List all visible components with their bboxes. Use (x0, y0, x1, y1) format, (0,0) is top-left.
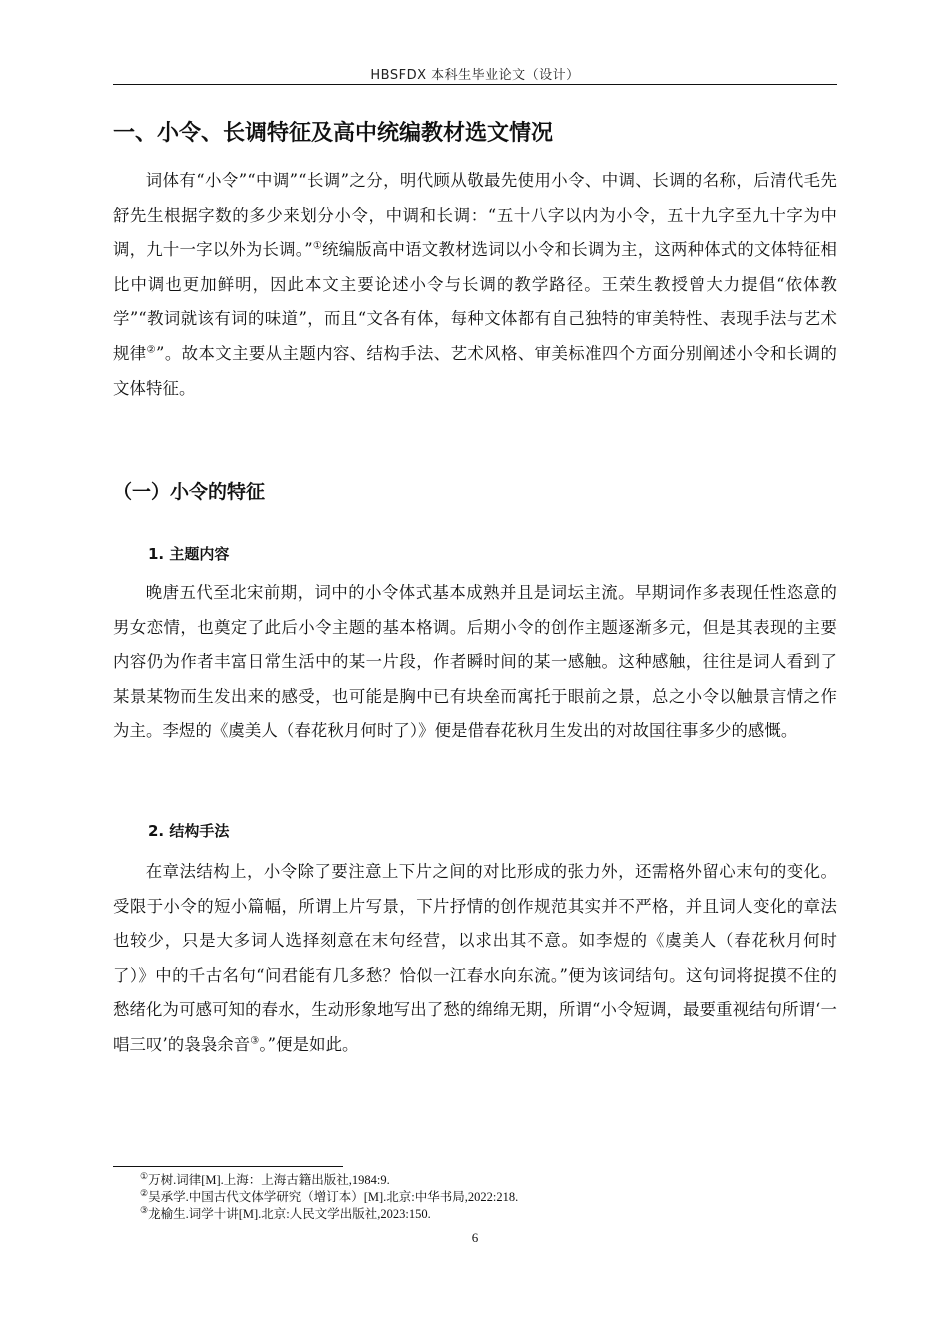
footnote-text: 万树.词律[M].上海：上海古籍出版社,1984:9. (148, 1173, 390, 1187)
intro-paragraph (113, 164, 837, 406)
footnote-mark: ② (140, 1187, 149, 1198)
footnote-3 (140, 1206, 830, 1223)
intro-text-c: ”。故本文主要从主题内容、结构手法、艺术风格、审美标准四个方面分别阐述小令和长调的文体特征。 (113, 343, 837, 398)
theme-paragraph: 晚唐五代至北宋前期，词中的小令体式基本成熟并且是词坛主流。早期词作多表现任性恣意的男女恋情，也奠定了此后小令主题的基本格调。后期小令的创作主题逐渐多元，但是其表现的主要内容仍为作者丰富日常生活中的某一片段，作者瞬时间的某一感触。这种感触，往往是词人看到了某景某物而生发出来的感受，也可能是胸中已有块垒而寓托于眼前之景，总之小令以触景言情之作为主。李煜的《虞美人（春花秋月何时了）》便是借春花秋月生发出的对故国往事多少的感慨。 (113, 583, 837, 741)
header-rule (113, 84, 837, 85)
footnotes (140, 1172, 830, 1223)
section-title: 一、小令、长调特征及高中统编教材选文情况 (113, 121, 554, 146)
footnote-rule (113, 1166, 343, 1167)
footnote-1 (140, 1172, 830, 1189)
structure-text-b: 。”便是如此。 (259, 1034, 359, 1054)
footnote-ref-3[interactable]: ③ (250, 1035, 260, 1047)
footnote-text: 吴承学.中国古代文体学研究（增订本）[M].北京:中华书局,2022:218. (148, 1190, 519, 1204)
item-title-structure: 2. 结构手法 (148, 822, 230, 840)
footnote-text: 龙榆生.词学十讲[M].北京:人民文学出版社,2023:150. (148, 1207, 431, 1221)
footnote-mark: ① (140, 1170, 149, 1181)
intro-text-b: 统编版高中语文教材选词以小令和长调为主，这两种体式的文体特征相比中调也更加鲜明，因此本文主要论述小令与长调的教学路径。王荣生教授曾大力提倡“依体教学”“教词就该有词的味道”，而且“文各有体，每种文体都有自己独特的审美特性、表现手法与艺术规律 (113, 240, 837, 363)
subsection-title: （一）小令的特征 (113, 481, 266, 503)
item-title-theme: 1. 主题内容 (148, 545, 230, 563)
page-number: 6 (471, 1230, 479, 1245)
footnote-ref-1[interactable]: ① (312, 240, 323, 252)
intro-text-a: 词体有“小令”“中调”“长调”之分，明代顾从敬最先使用小令、中调、长调的名称，后清代毛先舒先生根据字数的多少来划分小令，中调和长调：“五十八字以内为小令，五十九字至九十字为中调，九十一字以外为长调。” (113, 171, 837, 260)
running-header: HBSFDX 本科生毕业论文（设计） (370, 68, 580, 83)
footnote-mark: ③ (140, 1204, 149, 1215)
footnote-ref-2[interactable]: ② (146, 344, 157, 356)
structure-paragraph (113, 855, 837, 1063)
structure-text-a: 在章法结构上，小令除了要注意上下片之间的对比形成的张力外，还需格外留心末句的变化。受限于小令的短小篇幅，所谓上片写景，下片抒情的创作规范其实并不严格，并且词人变化的章法也较少，只是大多词人选择刻意在末句经营，以求出其不意。如李煜的《虞美人（春花秋月何时了）》中的千古名句“问君能有几多愁？恰似一江春水向东流。”便为该词结句。这句词将捉摸不住的愁绪化为可感可知的春水，生动形象地写出了愁的绵绵无期，所谓“小令短调，最要重视结句所谓‘一唱三叹’的袅袅余音 (113, 862, 837, 1054)
footnote-2 (140, 1189, 830, 1206)
